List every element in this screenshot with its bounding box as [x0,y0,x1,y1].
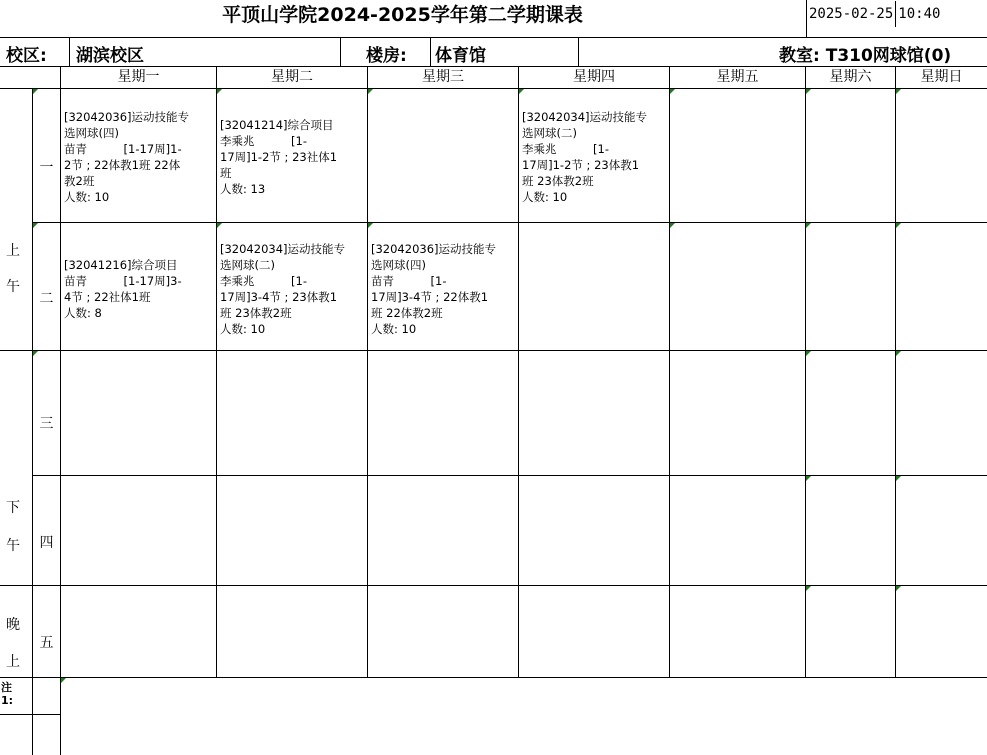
info-sep-4 [578,37,579,66]
cell-marker [33,223,38,228]
note-label: 注 1: [1,681,14,707]
rule-p1 [32,222,987,223]
building-label: 楼房: [366,46,407,66]
period-4: 四 [39,535,54,551]
course-cell-p2-tue[interactable]: [32042034]运动技能专 选网球(二) 李乘兆 [1- 17周]3-4节 ; 23体教1 班 23体教2班 人数: 10 [220,242,346,336]
cell-marker [368,89,373,94]
print-datetime [806,0,986,37]
rule-note [0,714,60,715]
am-label-2: 午 [6,279,20,295]
cell-marker [670,223,675,228]
course-cell-p1-thu[interactable]: [32042034]运动技能专 选网球(二) 李乘兆 [1- 17周]1-2节 ; 23体教1 班 23体教2班 人数: 10 [522,110,648,204]
page-title: 平顶山学院2024-2025学年第二学期课表 [222,4,583,26]
period-3: 三 [39,416,54,432]
cell-marker [806,586,811,591]
cell-marker [896,586,901,591]
course-cell-p2-mon[interactable]: [32041216]综合项目 苗青 [1-17周]3- 4节 ; 22社体1班 人数: 8 [64,258,182,320]
weekday-wed: 星期三 [422,69,464,85]
rule-p3 [32,475,987,476]
info-sep-1 [69,37,70,66]
cell-marker [896,351,901,356]
cell-marker [896,476,901,481]
campus-label: 校区: [6,46,47,66]
cell-marker [806,223,811,228]
cell-marker [368,223,373,228]
print-time: 10:40 [898,6,941,22]
eve-label-2: 上 [6,654,20,670]
weekday-sat: 星期六 [829,69,872,85]
cell-marker [896,223,901,228]
am-label-1: 上 [6,243,20,259]
eve-label-1: 晚 [6,617,20,633]
weekday-thu: 星期四 [573,69,615,85]
course-cell-p1-tue[interactable]: [32041214]综合项目 李乘兆 [1- 17周]1-2节 ; 23社体1 班 人数: 13 [220,118,338,196]
classroom-label: 教室: T310网球馆(0) [779,46,952,66]
cell-marker [217,89,222,94]
cell-marker [806,89,811,94]
grid-v-5 [669,66,670,678]
period-5: 五 [39,635,54,651]
pm-label-1: 下 [6,500,20,516]
campus-value: 湖滨校区 [76,46,144,66]
weekday-fri: 星期五 [716,69,759,85]
rule-p4 [0,585,987,586]
pm-label-2: 午 [6,538,20,554]
cell-marker [806,351,811,356]
building-value: 体育馆 [435,46,486,66]
rule-top [0,37,987,38]
cell-marker [806,476,811,481]
period-1: 一 [39,160,54,176]
weekday-sun: 星期日 [920,69,963,85]
cell-marker [519,89,524,94]
cell-marker [61,678,66,683]
rule-p2 [0,350,987,351]
cell-marker [33,351,38,356]
cell-marker [896,89,901,94]
info-sep-2 [340,37,341,66]
weekday-mon: 星期一 [117,69,160,85]
grid-v-3 [367,66,368,678]
cell-marker [670,89,675,94]
cell-marker [217,223,222,228]
course-cell-p1-mon[interactable]: [32042036]运动技能专 选网球(四) 苗青 [1-17周]1- 2节 ; 22体教1班 22体 教2班 人数: 10 [64,110,190,204]
course-cell-p2-wed[interactable]: [32042036]运动技能专 选网球(四) 苗青 [1- 17周]3-4节 ; 22体教1 班 22体教2班 人数: 10 [371,242,497,336]
rule-p5 [0,677,987,678]
print-date: 2025-02-25 [809,6,894,22]
info-sep-3 [430,37,431,66]
weekday-tue: 星期二 [271,69,313,85]
period-2: 二 [39,291,54,307]
rule-weekdays [0,88,987,89]
cell-marker [33,89,38,94]
grid-v-note [32,677,33,755]
